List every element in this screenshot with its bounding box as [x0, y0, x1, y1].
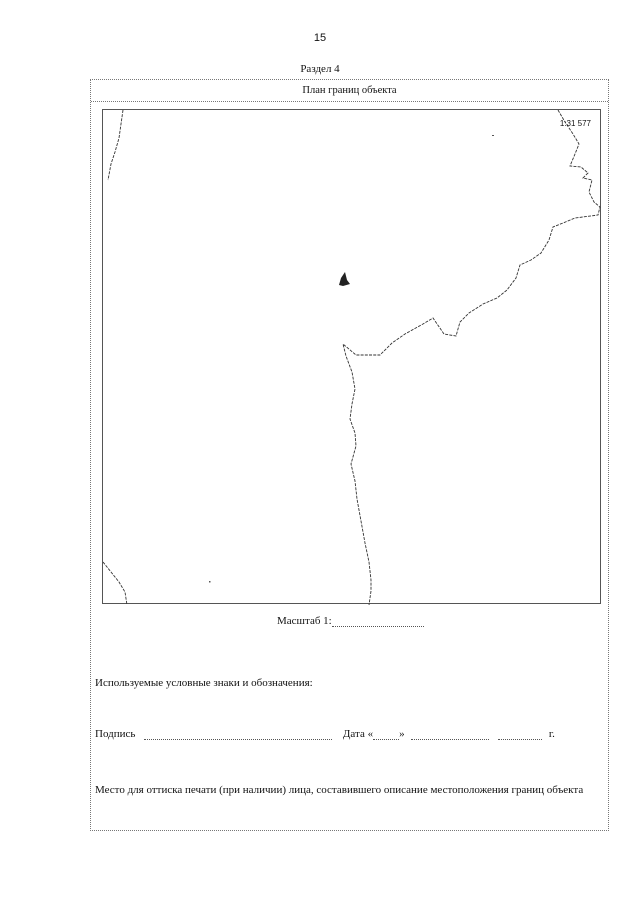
map-drawing: [103, 110, 602, 605]
signature-label: Подпись: [95, 728, 136, 740]
boundary-line-left-upper: [108, 110, 123, 180]
scale-label: Масштаб 1:: [277, 615, 332, 627]
section-title: Раздел 4: [300, 63, 340, 75]
object-marker: [339, 272, 350, 286]
year-suffix: г.: [548, 728, 555, 740]
boundary-map: [102, 109, 601, 604]
date-label: Дата «: [342, 728, 374, 740]
date-day-field[interactable]: [373, 727, 399, 740]
map-scale-label: 1:31 577: [559, 119, 591, 128]
table-header: План границ объекта: [91, 80, 608, 102]
date-month-field[interactable]: [411, 727, 489, 740]
date-quote-close: »: [399, 728, 405, 740]
boundary-line-left-lower: [103, 562, 127, 605]
page-number: 15: [313, 32, 327, 44]
signature-field[interactable]: [144, 727, 332, 740]
stamp-text: Место для оттиска печати (при наличии) лица, составившего описание местоположения границ объекта: [95, 784, 584, 796]
document-frame: [90, 79, 609, 831]
date-year-field[interactable]: [498, 727, 542, 740]
scale-row: [277, 614, 424, 627]
signature-row: [95, 727, 605, 740]
boundary-line: [343, 110, 600, 605]
legend-label: Используемые условные знаки и обозначения:: [95, 677, 313, 689]
scale-field[interactable]: [332, 614, 424, 627]
